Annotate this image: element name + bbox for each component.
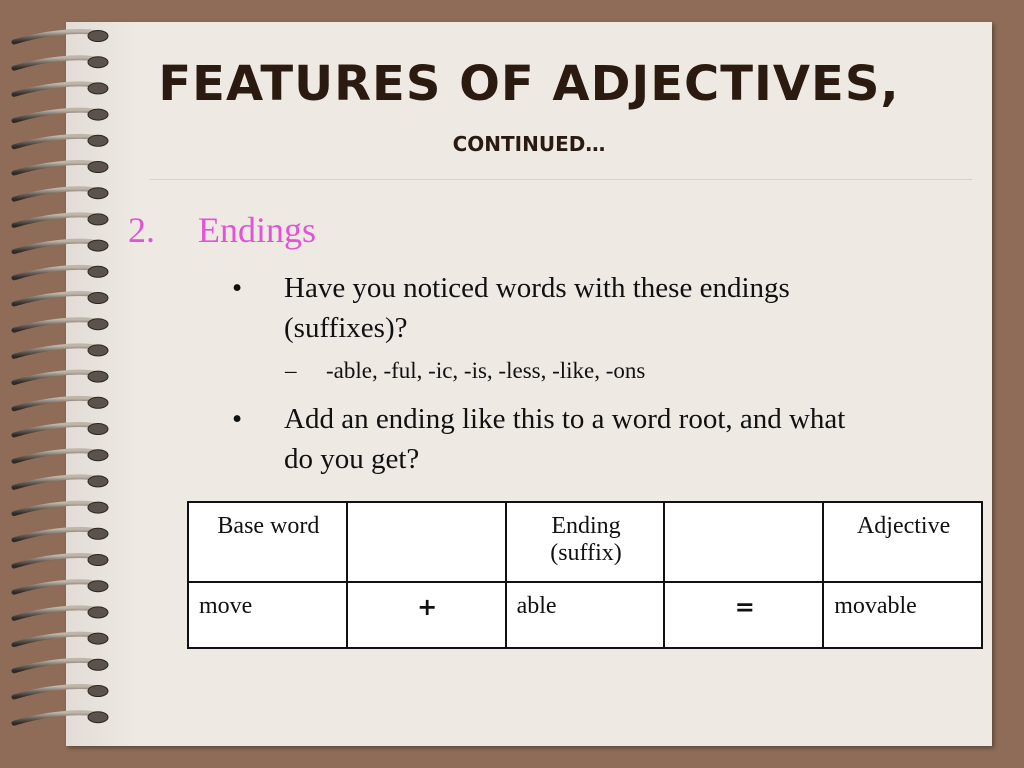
spiral-hole xyxy=(88,712,108,723)
spiral-coil xyxy=(14,608,100,618)
spiral-hole xyxy=(88,686,108,697)
spiral-coil xyxy=(14,320,100,330)
spiral-hole xyxy=(88,528,108,539)
header-ending-line2: (suffix) xyxy=(550,540,622,566)
spiral-hole xyxy=(88,31,108,42)
bullet-2-line-2: do you get? xyxy=(284,443,420,475)
spiral-hole xyxy=(88,424,108,435)
spiral-hole xyxy=(88,476,108,487)
spiral-hole xyxy=(88,240,108,251)
spiral-coil xyxy=(14,713,100,723)
spiral-coil xyxy=(14,215,100,225)
slide-title: FEATURES OF ADJECTIVES, xyxy=(158,56,900,112)
table-row xyxy=(188,582,982,648)
spiral-coil xyxy=(14,556,100,566)
spiral-hole xyxy=(88,162,108,173)
spiral-coil xyxy=(14,372,100,382)
bullet-2-line-1: Add an ending like this to a word root, and what xyxy=(284,403,846,435)
spiral-hole xyxy=(88,502,108,513)
header-ending-line1: Ending xyxy=(551,513,621,539)
spiral-coil xyxy=(14,32,100,42)
table-cell-adjective: movable xyxy=(823,582,982,648)
spiral-coil xyxy=(14,582,100,592)
spiral-hole xyxy=(88,214,108,225)
table-cell-base: move xyxy=(188,582,347,648)
spiral-hole xyxy=(88,109,108,120)
spiral-coil xyxy=(14,451,100,461)
section-number: 2. xyxy=(128,210,155,250)
spiral-coil xyxy=(14,687,100,697)
spiral-hole xyxy=(88,659,108,670)
spiral-hole xyxy=(88,266,108,277)
spiral-coil xyxy=(14,529,100,539)
suffix-list: -able, -ful, -ic, -is, -less, -like, -ons xyxy=(326,358,646,383)
spiral-hole xyxy=(88,371,108,382)
table-cell-ending: able xyxy=(506,582,665,648)
title-divider xyxy=(150,179,972,180)
spiral-hole xyxy=(88,581,108,592)
spiral-hole xyxy=(88,293,108,304)
table-header-row xyxy=(188,502,982,582)
bullet-marker: • xyxy=(232,272,243,304)
spiral-hole xyxy=(88,397,108,408)
suffix-table xyxy=(187,501,983,649)
spiral-hole xyxy=(88,345,108,356)
spiral-coil xyxy=(14,346,100,356)
equals-operator: = xyxy=(664,582,823,648)
spiral-coil xyxy=(14,189,100,199)
spiral-coil xyxy=(14,477,100,487)
spiral-hole xyxy=(88,450,108,461)
spiral-hole xyxy=(88,633,108,644)
spiral-hole xyxy=(88,607,108,618)
spiral-hole xyxy=(88,555,108,566)
table-header-cell xyxy=(506,502,665,582)
spiral-coil xyxy=(14,634,100,644)
slide-subtitle: CONTINUED… xyxy=(452,132,606,156)
section-heading: Endings xyxy=(198,210,317,250)
sub-bullet-marker: – xyxy=(285,358,297,383)
table-header-cell: Base word xyxy=(188,502,347,582)
bullet-1-line-1: Have you noticed words with these endings xyxy=(284,272,790,304)
spiral-binding-icon xyxy=(10,22,120,746)
plus-operator: + xyxy=(347,582,506,648)
spiral-coil xyxy=(14,660,100,670)
spiral-coil xyxy=(14,163,100,173)
spiral-coil xyxy=(14,503,100,513)
table-header-cell xyxy=(347,502,506,582)
table-header-cell: Adjective xyxy=(823,502,982,582)
spiral-coil xyxy=(14,241,100,251)
spiral-coil xyxy=(14,267,100,277)
table-header-cell xyxy=(664,502,823,582)
spiral-hole xyxy=(88,319,108,330)
spiral-coil xyxy=(14,398,100,408)
spiral-coil xyxy=(14,110,100,120)
bullet-1-line-2: (suffixes)? xyxy=(284,312,408,344)
spiral-hole xyxy=(88,188,108,199)
bullet-marker: • xyxy=(232,403,243,435)
spiral-coil xyxy=(14,294,100,304)
spiral-coil xyxy=(14,425,100,435)
